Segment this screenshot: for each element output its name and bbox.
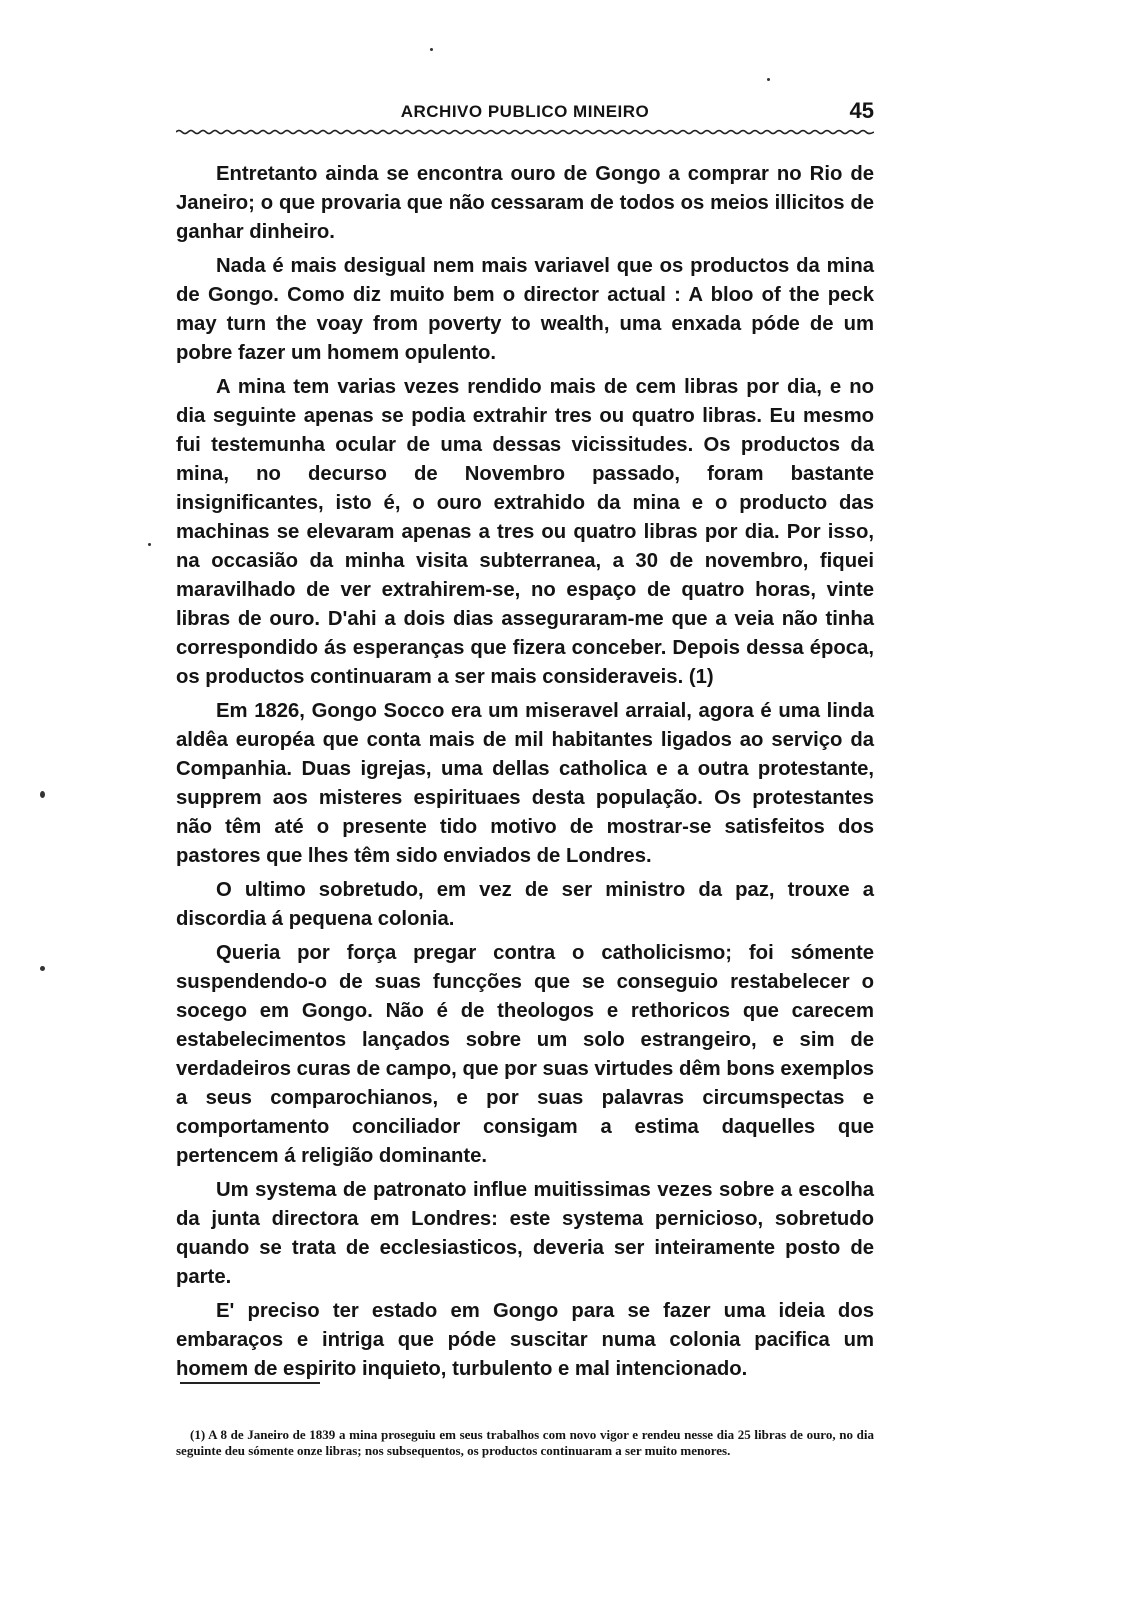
- scan-speck: [430, 48, 433, 51]
- paragraph: E' preciso ter estado em Gongo para se fazer uma ideia dos embaraços e intriga que póde suscitar numa colonia pacifica um homem de espirito inquieto, turbulento e mal intencionado.: [176, 1300, 874, 1380]
- paragraph: Em 1826, Gongo Socco era um miseravel arraial, agora é uma linda aldêa européa que conta mais de mil habitantes ligados ao serviço da Companhia. Duas igrejas, uma dellas catholica e a outra protestante, supprem aos misteres espirituaes desta população. Os protestantes não têm até o presente tido motivo de mostrar-se satisfeitos dos pastores que lhes têm sido enviados de Londres.: [176, 700, 874, 867]
- scan-speck: [40, 791, 45, 798]
- paragraph: O ultimo sobretudo, em vez de ser ministro da paz, trouxe a discordia á pequena colonia.: [176, 879, 874, 930]
- page-number: 45: [849, 98, 874, 123]
- page-header: [176, 100, 874, 130]
- footnote: (1) A 8 de Janeiro de 1839 a mina proseguiu em seus trabalhos com novo vigor e rendeu nesse dia 25 libras de ouro, no dia seguinte deu sómente onze libras; nos subsequentos, os productos continuaram a ser muito menores.: [176, 1427, 874, 1458]
- body-text: [176, 160, 874, 1389]
- scan-speck: [40, 966, 45, 971]
- scan-speck: [148, 543, 151, 546]
- paragraph: Um systema de patronato influe muitissimas vezes sobre a escolha da junta directora em Londres: este systema pernicioso, sobretudo quando se trata de ecclesiasticos, deveria ser inteiramente posto de parte.: [176, 1179, 874, 1288]
- scan-speck: [767, 78, 770, 81]
- paragraph: Entretanto ainda se encontra ouro de Gongo a comprar no Rio de Janeiro; o que provaria que não cessaram de todos os meios illicitos de ganhar dinheiro.: [176, 163, 874, 243]
- paragraph: Nada é mais desigual nem mais variavel que os productos da mina de Gongo. Como diz muito bem o director actual : A bloo of the peck may turn the voay from poverty to wealth, uma enxada póde de um pobre fazer um homem opulento.: [176, 255, 874, 364]
- running-title: ARCHIVO PUBLICO MINEIRO: [400, 102, 650, 121]
- paragraph: Queria por força pregar contra o catholicismo; foi sómente suspendendo-o de suas funcções que se conseguio restabelecer o socego em Gongo. Não é de theologos e rethoricos que carecem estabelecimentos lançados sobre um solo estrangeiro, e sim de verdadeiros curas de campo, que por suas virtudes dêm bons exemplos a seus comparochianos, e por suas palavras circumspectas e comportamento conciliador consigam a estima daquelles que pertencem á religião dominante.: [176, 942, 874, 1167]
- footnote-rule: [180, 1382, 320, 1384]
- paragraph: A mina tem varias vezes rendido mais de cem libras por dia, e no dia seguinte apenas se podia extrahir tres ou quatro libras. Eu mesmo fui testemunha ocular de uma dessas vicissitudes. Os productos da mina, no decurso de Novembro passado, foram bastante insignificantes, isto é, o ouro extrahido da mina e o producto das machinas se elevaram apenas a tres ou quatro libras por dia. Por isso, na occasião da minha visita subterranea, a 30 de novembro, fiquei maravilhado de ver extrahirem-se, no espaço de quatro horas, vinte libras de ouro. D'ahi a dois dias asseguraram-me que a veia não tinha correspondido ás esperanças que fizera conceber. Depois dessa época, os productos continuaram a ser mais consideraveis. (1): [176, 376, 874, 688]
- header-rule: [176, 128, 874, 136]
